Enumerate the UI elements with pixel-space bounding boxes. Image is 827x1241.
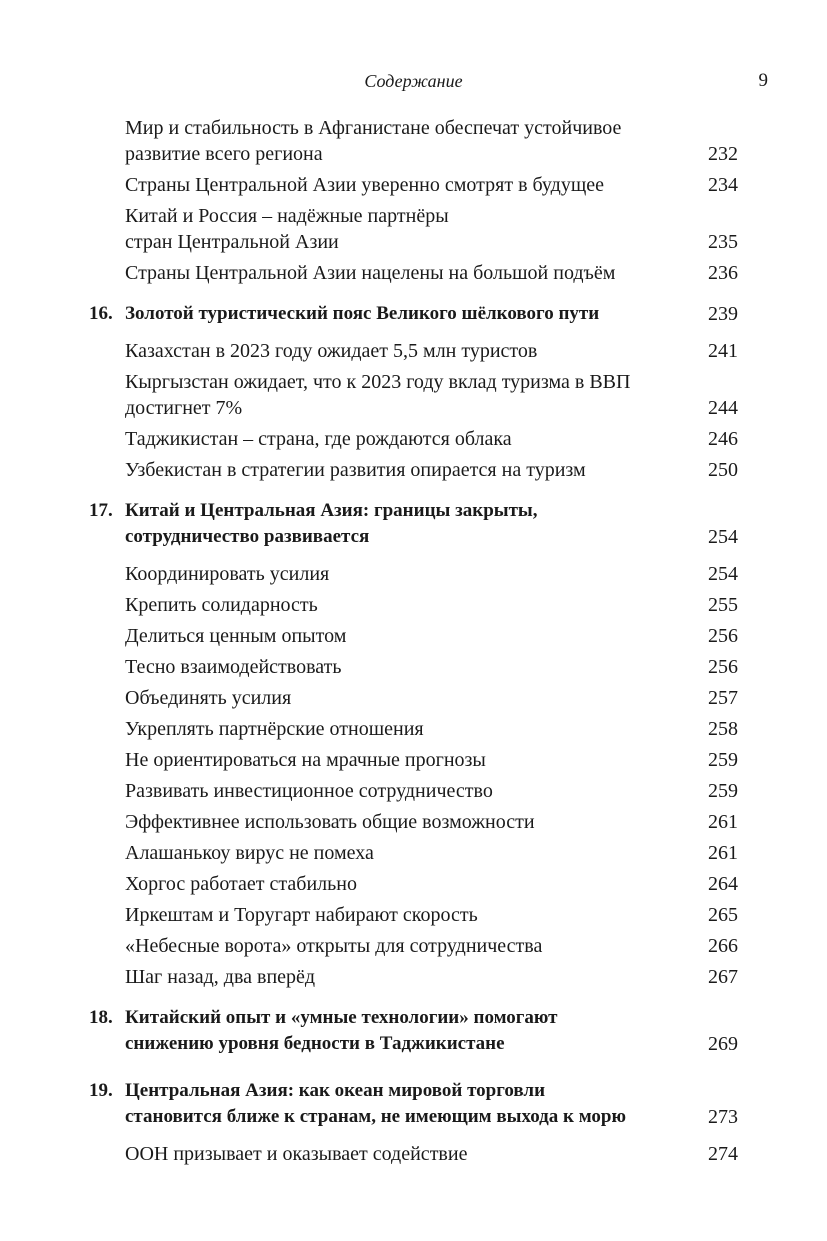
toc-page-number: 269 (708, 1033, 738, 1055)
chapter-number: 16. (89, 303, 113, 324)
section-title-line: Развивать инвестиционное сотрудничество (125, 780, 493, 802)
toc-page-number: 250 (708, 459, 738, 481)
section-title-line: Узбекистан в стратегии развития опирается на туризм (125, 459, 586, 481)
section-title-line: достигнет 7% (125, 397, 243, 419)
chapter-title-line: Центральная Азия: как океан мировой торговли (125, 1080, 546, 1101)
section-title-line: Хоргос работает стабильно (125, 873, 357, 895)
section-title-line: Не ориентироваться на мрачные прогнозы (125, 749, 486, 771)
toc-page-number: 234 (708, 174, 738, 196)
toc-page-number: 266 (708, 935, 738, 957)
toc-page-number: 261 (708, 842, 738, 864)
toc-page-number: 267 (708, 966, 738, 988)
section-title-line: Эффективнее использовать общие возможности (125, 811, 535, 833)
section-title-line: Шаг назад, два вперёд (125, 966, 316, 988)
section-title-line: Страны Центральной Азии нацелены на большой подъём (125, 262, 616, 284)
toc-page-number: 254 (708, 526, 738, 548)
section-title-line: Укреплять партнёрские отношения (125, 718, 424, 740)
running-header-title: Содержание (364, 71, 463, 91)
toc-page-number: 244 (708, 397, 738, 419)
section-title-line: Иркештам и Торугарт набирают скорость (125, 904, 478, 926)
toc-page-number: 256 (708, 625, 738, 647)
section-title-line: Мир и стабильность в Афганистане обеспечат устойчивое (125, 117, 622, 139)
section-title-line: Делиться ценным опытом (125, 625, 347, 647)
chapter-title-line: Золотой туристический пояс Великого шёлкового пути (125, 303, 600, 324)
chapter-number: 18. (89, 1007, 113, 1028)
toc-page-number: 259 (708, 780, 738, 802)
section-title-line: развитие всего региона (125, 143, 323, 165)
section-title-line: Кыргызстан ожидает, что к 2023 году вклад туризма в ВВП (125, 371, 631, 393)
page-number: 9 (758, 70, 768, 91)
toc-page-number: 259 (708, 749, 738, 771)
section-title-line: Координировать усилия (125, 563, 330, 585)
toc-page-number: 236 (708, 262, 738, 284)
toc-page-number: 254 (708, 563, 738, 585)
section-title-line: Страны Центральной Азии уверенно смотрят в будущее (125, 174, 605, 196)
toc-page-number: 246 (708, 428, 738, 450)
toc-page-number: 258 (708, 718, 738, 740)
toc-page-number: 264 (708, 873, 738, 895)
toc-page-number: 232 (708, 143, 738, 165)
chapter-title-line: снижению уровня бедности в Таджикистане (125, 1033, 505, 1054)
section-title-line: Крепить солидарность (125, 594, 318, 616)
toc-page-number: 261 (708, 811, 738, 833)
chapter-number: 17. (89, 500, 113, 521)
section-title-line: Таджикистан – страна, где рождаются облака (125, 428, 512, 450)
toc-page-number: 235 (708, 231, 738, 253)
toc-page-number: 239 (708, 303, 738, 325)
chapter-title-line: становится ближе к странам, не имеющим выхода к морю (125, 1106, 627, 1127)
section-title-line: стран Центральной Азии (125, 231, 339, 253)
toc-page-number: 257 (708, 687, 738, 709)
chapter-title-line: сотрудничество развивается (125, 526, 370, 547)
toc-page-number: 256 (708, 656, 738, 678)
section-title-line: Китай и Россия – надёжные партнёры (125, 205, 449, 227)
section-title-line: «Небесные ворота» открыты для сотрудничества (125, 935, 543, 957)
section-title-line: ООН призывает и оказывает содействие (125, 1143, 468, 1165)
chapter-title-line: Китай и Центральная Азия: границы закрыты, (125, 500, 538, 521)
toc-page-number: 273 (708, 1106, 738, 1128)
toc-page-number: 274 (708, 1143, 738, 1165)
section-title-line: Объединять усилия (125, 687, 292, 709)
chapter-number: 19. (89, 1080, 113, 1101)
toc-page-number: 255 (708, 594, 738, 616)
toc-page-number: 241 (708, 340, 738, 362)
section-title-line: Алашанькоу вирус не помеха (125, 842, 374, 864)
section-title-line: Казахстан в 2023 году ожидает 5,5 млн туристов (125, 340, 538, 362)
chapter-title-line: Китайский опыт и «умные технологии» помогают (125, 1007, 558, 1028)
toc-page-number: 265 (708, 904, 738, 926)
section-title-line: Тесно взаимодействовать (125, 656, 342, 678)
